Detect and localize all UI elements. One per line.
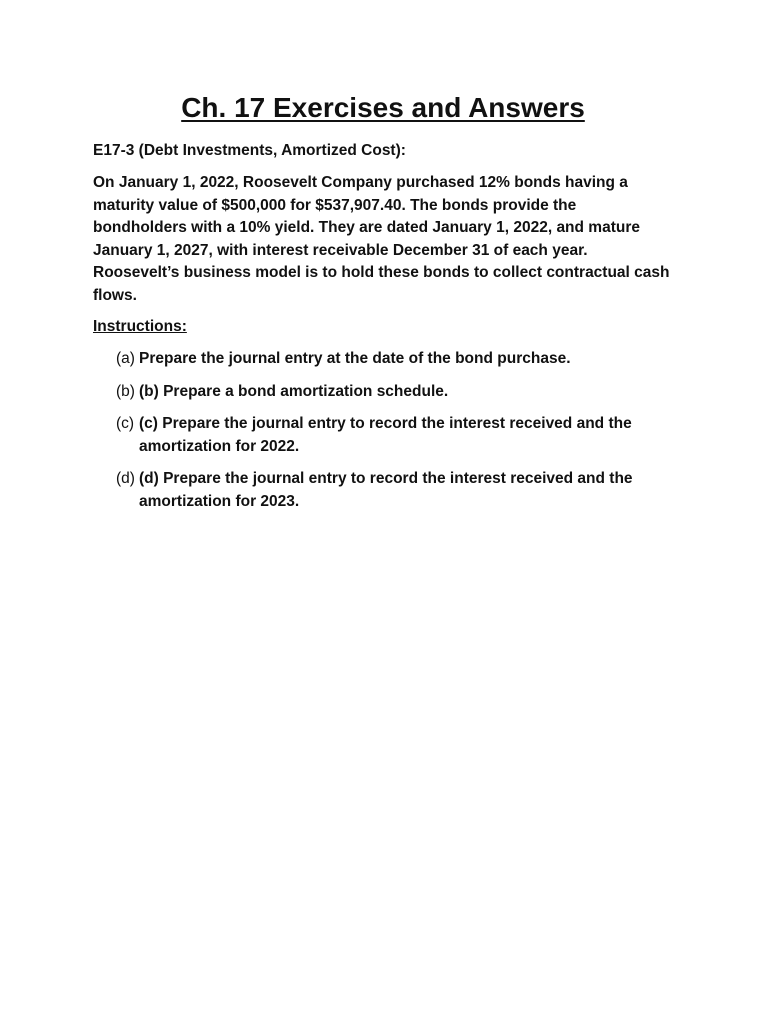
document-page (93, 88, 673, 523)
list-marker: (d) (116, 470, 135, 487)
document-title: Ch. 17 Exercises and Answers (181, 92, 585, 123)
instruction-text: (d) Prepare the journal entry to record the interest received and the amortization for 2023. (139, 470, 633, 510)
instruction-text: (b) Prepare a bond amortization schedule. (139, 382, 449, 400)
instruction-item-a (116, 348, 673, 371)
instruction-item-d (116, 468, 673, 513)
instruction-text: (c) Prepare the journal entry to record the interest received and the amortization for 2022. (139, 415, 632, 455)
instruction-item-c (116, 413, 673, 458)
instruction-item-b (116, 381, 673, 404)
list-marker: (b) (116, 382, 135, 400)
instructions-label: Instructions: (93, 318, 187, 335)
instructions-list (93, 348, 673, 513)
list-marker: (c) (116, 415, 135, 432)
list-marker: (a) (116, 350, 135, 367)
problem-text: On January 1, 2022, Roosevelt Company purchased 12% bonds having a maturity value of $500,000 for $537,907.40. The bonds provide the bondholders with a 10% yield. They are dated January 1, 2022, and mature January 1, 2027, with interest receivable December 31 of each year. Roosevelt’s business model is to hold these bonds to collect contractual cash flows. (93, 174, 670, 304)
exercise-heading: E17-3 (Debt Investments, Amortized Cost): (93, 142, 406, 159)
instruction-text: Prepare the journal entry at the date of the bond purchase. (139, 350, 571, 367)
